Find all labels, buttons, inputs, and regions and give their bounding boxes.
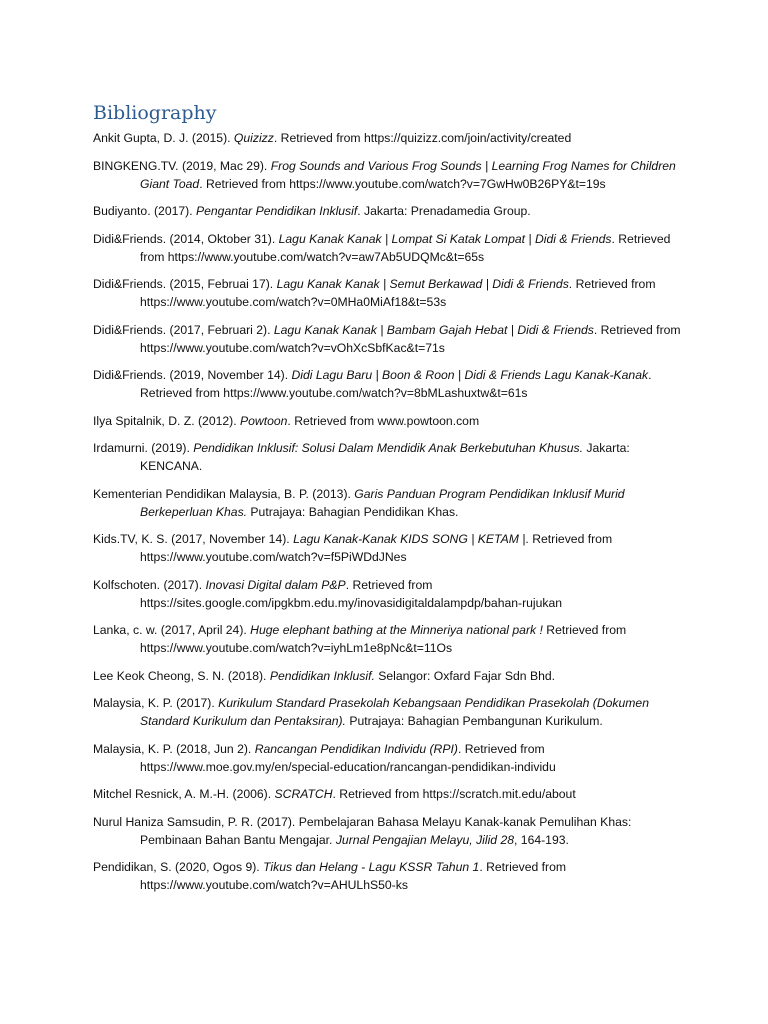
entry-author-date: Lee Keok Cheong, S. N. (2018). xyxy=(93,668,270,683)
bibliography-entry xyxy=(93,321,683,357)
entry-author-date: Irdamurni. (2019). xyxy=(93,441,194,455)
entry-source: Putrajaya: Bahagian Pendidikan Khas. xyxy=(247,504,459,519)
entry-author-date: Didi&Friends. (2017, Februari 2). xyxy=(93,322,274,337)
entry-source: . Retrieved from https://www.moe.gov.my/en/special-education/rancangan-pendidikan-individu xyxy=(140,741,556,774)
bibliography-entry xyxy=(93,230,683,266)
entry-source: . Retrieved from https://sites.google.com/ipgkbm.edu.my/inovasidigitaldalampdp/bahan-rujukan xyxy=(140,577,563,610)
bibliography-entry xyxy=(93,858,683,894)
entry-source: . Retrieved from https://www.youtube.com/watch?v=7GwHw0B26PY&t=19s xyxy=(199,176,606,191)
entry-source: . Retrieved from https://www.youtube.com/watch?v=f5PiWDdJNes xyxy=(140,532,613,564)
entry-title: Frog Sounds and Various Frog Sounds | Learning Frog Names for Children Giant Toad xyxy=(140,158,676,191)
bibliography-entry xyxy=(93,439,683,475)
entry-author-date: Ankit Gupta, D. J. (2015). xyxy=(93,131,234,145)
entry-source: . Retrieved from https://www.youtube.com/watch?v=8bMLashuxtw&t=61s xyxy=(140,368,652,400)
entry-title: Inovasi Digital dalam P&P xyxy=(205,577,346,592)
entry-author-date: Budiyanto. (2017). xyxy=(93,204,196,218)
entry-author-date: Pendidikan, S. (2020, Ogos 9). xyxy=(93,860,264,874)
entry-source: . Jakarta: Prenadamedia Group. xyxy=(357,204,531,218)
entry-source: . Retrieved from https://www.youtube.com/watch?v=aw7Ab5UDQMc&t=65s xyxy=(140,231,671,264)
entry-author-date: BINGKENG.TV. (2019, Mac 29). xyxy=(93,158,271,173)
entry-source: , 164-193. xyxy=(514,832,569,847)
entry-title: Quizizz xyxy=(233,131,274,145)
entry-source: . Retrieved from https://scratch.mit.edu/about xyxy=(332,787,576,801)
entry-author-date: Didi&Friends. (2019, November 14). xyxy=(93,368,292,382)
entry-source: Putrajaya: Bahagian Pembangunan Kurikulum. xyxy=(345,714,603,728)
bibliography-entry xyxy=(93,621,683,657)
entry-source: . Retrieved from https://quizizz.com/join/activity/created xyxy=(273,131,572,145)
bibliography-entry xyxy=(93,576,683,612)
entry-title: Tikus dan Helang - Lagu KSSR Tahun 1 xyxy=(263,860,480,874)
bibliography-entry xyxy=(93,157,683,193)
bibliography-entry xyxy=(93,530,683,566)
entry-title: Huge elephant bathing at the Minneriya national park ! xyxy=(250,623,543,637)
entry-title: Lagu Kanak Kanak | Semut Berkawad | Didi & Friends xyxy=(276,277,569,291)
entry-author-date: Kids.TV, K. S. (2017, November 14). xyxy=(93,532,294,546)
bibliography-entry xyxy=(93,485,683,521)
bibliography-entry xyxy=(93,129,683,147)
bibliography-entry xyxy=(93,366,683,402)
entry-title: Lagu Kanak-Kanak KIDS SONG | KETAM | xyxy=(293,532,526,546)
entry-source: Jakarta: KENCANA. xyxy=(140,441,630,473)
bibliography-entry xyxy=(93,412,683,430)
bibliography-entry xyxy=(93,202,683,220)
bibliography-list xyxy=(93,129,683,894)
bibliography-entry xyxy=(93,694,683,730)
entry-source: Retrieved from https://www.youtube.com/watch?v=iyhLm1e8pNc&t=11Os xyxy=(140,623,627,655)
entry-title: Garis Panduan Program Pendidikan Inklusif Murid Berkeperluan Khas. xyxy=(140,486,625,519)
entry-source: . Retrieved from https://www.youtube.com/watch?v=AHULhS50-ks xyxy=(140,860,567,892)
entry-title: Lagu Kanak Kanak | Lompat Si Katak Lompat | Didi & Friends xyxy=(278,231,612,246)
entry-title: SCRATCH xyxy=(274,787,333,801)
entry-title: Rancangan Pendidikan Individu (RPI) xyxy=(254,741,458,756)
entry-title: Lagu Kanak Kanak | Bambam Gajah Hebat | Didi & Friends xyxy=(273,322,594,337)
entry-author-date: Kementerian Pendidikan Malaysia, B. P. (2013). xyxy=(93,486,355,501)
entry-title: Pengantar Pendidikan Inklusif xyxy=(195,204,358,218)
entry-title: Powtoon xyxy=(239,413,288,428)
bibliography-heading: Bibliography xyxy=(93,102,217,124)
entry-author-date: Kolfschoten. (2017). xyxy=(93,577,206,592)
entry-author-date: Malaysia, K. P. (2018, Jun 2). xyxy=(93,741,255,756)
entry-author-date: Didi&Friends. (2015, Februai 17). xyxy=(93,277,277,291)
document-page xyxy=(93,100,683,904)
bibliography-entry xyxy=(93,275,683,311)
entry-author-date: Ilya Spitalnik, D. Z. (2012). xyxy=(93,413,240,428)
entry-title: Pendidikan Inklusif. xyxy=(269,668,375,683)
bibliography-entry xyxy=(93,813,683,849)
entry-title: Jurnal Pengajian Melayu, Jilid 28 xyxy=(335,832,515,847)
bibliography-entry xyxy=(93,740,683,776)
entry-author-date: Lanka, c. w. (2017, April 24). xyxy=(93,623,251,637)
bibliography-entry xyxy=(93,785,683,803)
entry-title: Pendidikan Inklusif: Solusi Dalam Mendidik Anak Berkebutuhan Khusus. xyxy=(193,441,584,455)
entry-author-date: Malaysia, K. P. (2017). xyxy=(93,696,219,710)
entry-title: Didi Lagu Baru | Boon & Roon | Didi & Friends Lagu Kanak-Kanak xyxy=(291,368,649,382)
entry-author-date: Mitchel Resnick, A. M.-H. (2006). xyxy=(93,787,275,801)
bibliography-entry xyxy=(93,667,683,685)
entry-title: Kurikulum Standard Prasekolah Kebangsaan Pendidikan Prasekolah (Dokumen Standard Kurikulum dan Pentaksiran). xyxy=(140,696,649,728)
entry-source: . Retrieved from https://www.youtube.com/watch?v=vOhXcSbfKac&t=71s xyxy=(140,322,681,355)
entry-source: . Retrieved from https://www.youtube.com/watch?v=0MHa0MiAf18&t=53s xyxy=(140,277,656,309)
entry-author-date: Didi&Friends. (2014, Oktober 31). xyxy=(93,231,279,246)
entry-source: Selangor: Oxfard Fajar Sdn Bhd. xyxy=(374,668,556,683)
entry-source: . Retrieved from www.powtoon.com xyxy=(287,413,480,428)
entry-author-date: Nurul Haniza Samsudin, P. R. (2017). Pembelajaran Bahasa Melayu Kanak-kanak Pemulihan Khas: Pembinaan Bahan Bantu Mengajar. xyxy=(93,814,632,847)
